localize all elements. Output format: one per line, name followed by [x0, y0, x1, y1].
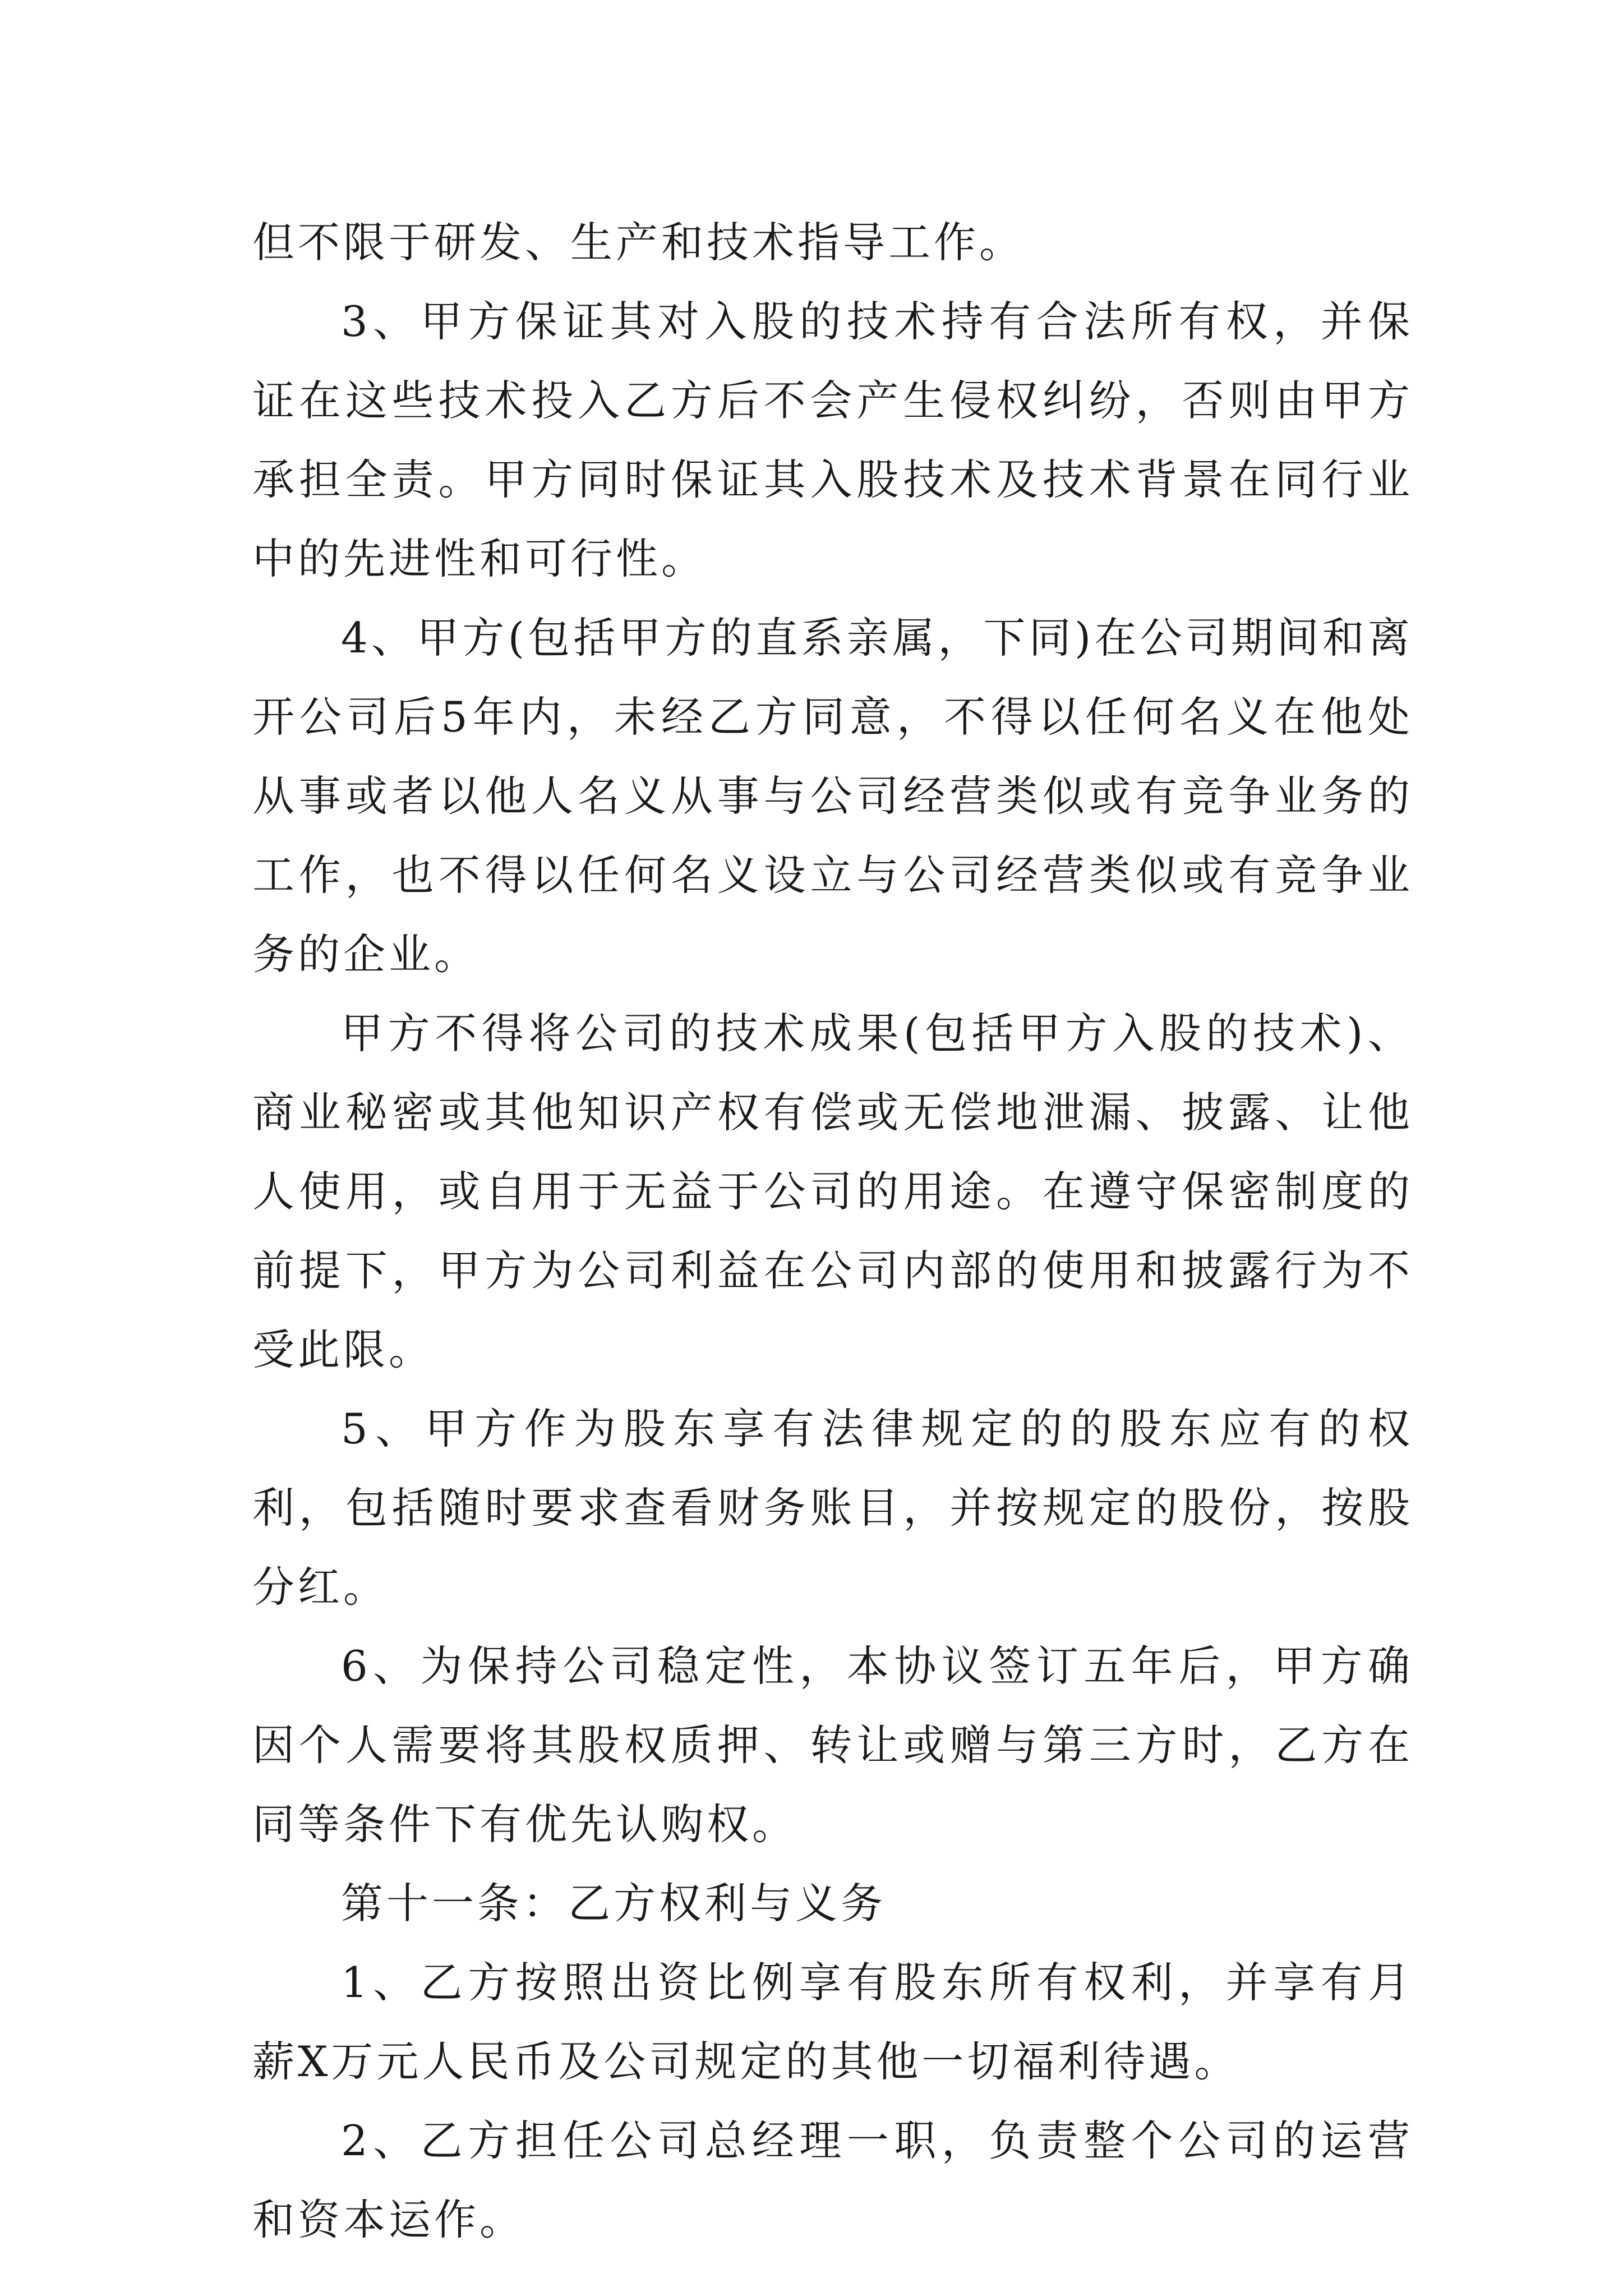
paragraph-party-b-clause-1: 1、乙方按照出资比例享有股东所有权利，并享有月薪X万元人民币及公司规定的其他一切福利待遇。	[252, 1958, 1413, 2086]
paragraph-clause-5: 5、甲方作为股东享有法律规定的的股东应有的权利，包括随时要求查看财务账目，并按规定的股份，按股分红。	[252, 1404, 1413, 1612]
document-body	[252, 203, 1413, 2260]
article-heading: 第十一条：乙方权利与义务	[341, 1879, 887, 1928]
paragraph-clause-6: 6、为保持公司稳定性，本协议签订五年后，甲方确因个人需要将其股权质押、转让或赠与第三方时，乙方在同等条件下有优先认购权。	[252, 1641, 1413, 1849]
paragraph-confidentiality: 甲方不得将公司的技术成果(包括甲方入股的技术)、商业秘密或其他知识产权有偿或无偿地泄漏、披露、让他人使用，或自用于无益于公司的用途。在遵守保密制度的前提下，甲方为公司利益在公司内部的使用和披露行为不受此限。	[252, 1009, 1413, 1374]
paragraph-party-b-clause-2: 2、乙方担任公司总经理一职，负责整个公司的运营和资本运作。	[252, 2116, 1413, 2244]
paragraph-clause-4: 4、甲方(包括甲方的直系亲属，下同)在公司期间和离开公司后5年内，未经乙方同意，不得以任何名义在他处从事或者以他人名义从事与公司经营类似或有竞争业务的工作，也不得以任何名义设立与公司经营类似或有竞争业务的企业。	[252, 613, 1413, 979]
paragraph-clause-3: 3、甲方保证其对入股的技术持有合法所有权，并保证在这些技术投入乙方后不会产生侵权纠纷，否则由甲方承担全责。甲方同时保证其入股技术及技术背景在同行业中的先进性和可行性。	[252, 297, 1413, 583]
paragraph-continuation: 但不限于研发、生产和技术指导工作。	[252, 218, 1025, 267]
